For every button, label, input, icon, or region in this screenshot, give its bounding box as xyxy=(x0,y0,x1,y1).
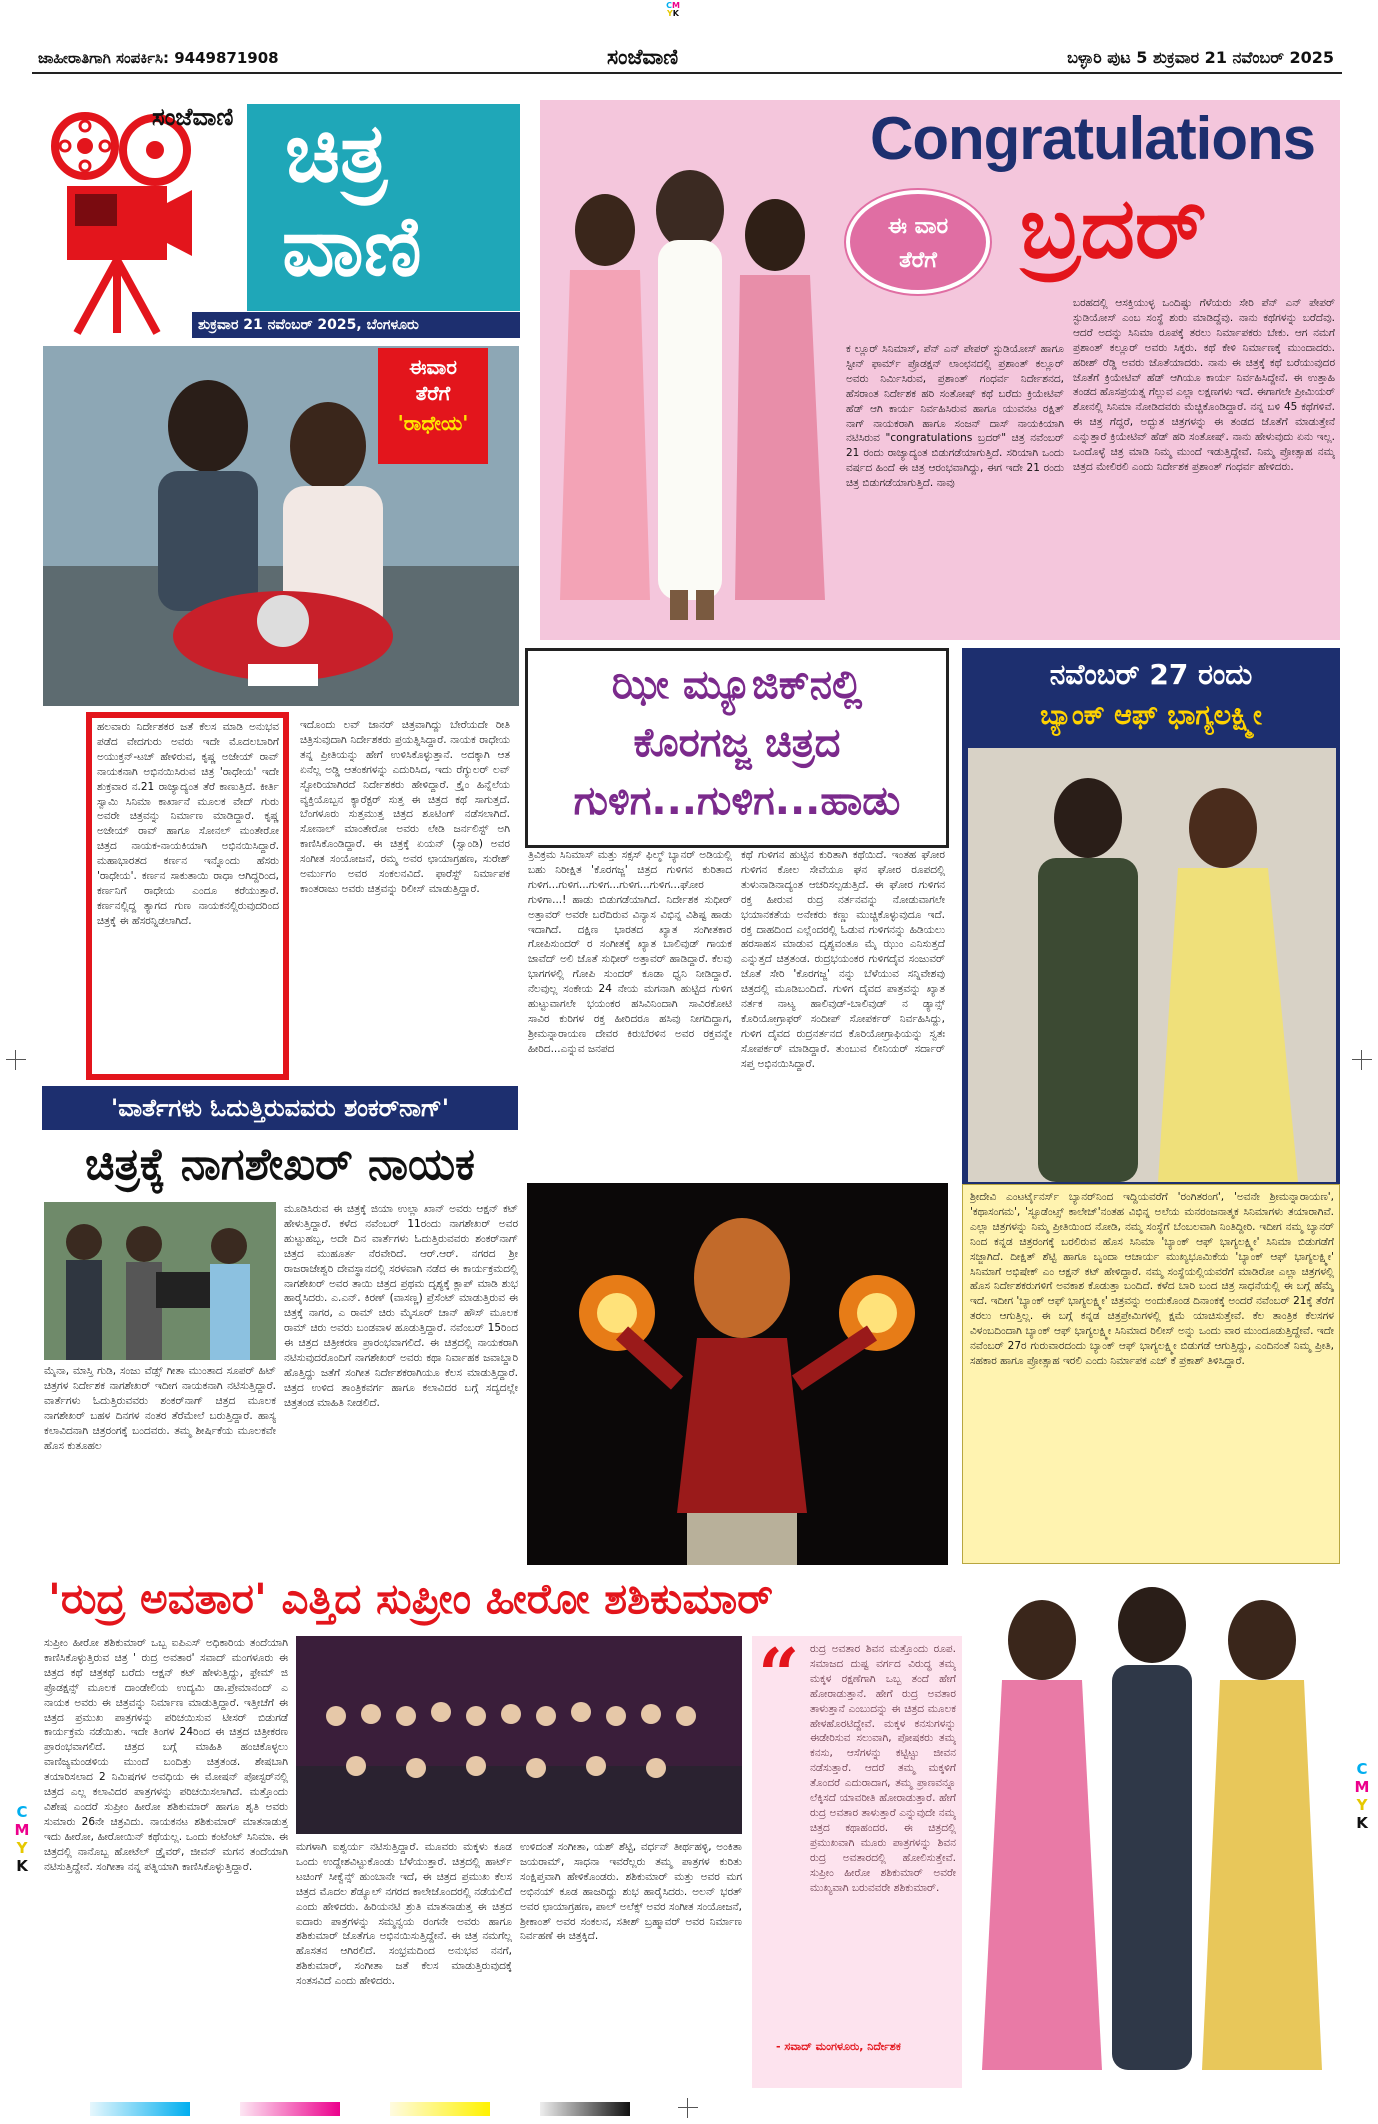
rudra-col3 xyxy=(520,1840,742,2088)
radheya-tag-line2: ತೆರೆಗೆ xyxy=(415,381,451,405)
left-cmyk-mark xyxy=(14,1803,30,1875)
bank-body xyxy=(970,1190,1334,1560)
rudra-quote-text: ರುದ್ರ ಅವತಾರ ಶಿವನ ಮತ್ತೊಂದು ರೂಪ. ಸಮಾಜದ ದುಷ್ಟ ವರ್ಗದ ವಿರುದ್ಧ ತಮ್ಮ ಮಕ್ಕಳ ರಕ್ಷಣೆಗಾಗಿ ಒಬ್ಬ ತಂದೆ ಹೇಗೆ ಹೋರಾಡುತ್ತಾನೆ. ಹೇಗೆ ರುದ್ರ ಅವತಾರ ತಾಳುತ್ತಾನೆ ಎಂಬುದನ್ನು ಈ ಚಿತ್ರದ ಮೂಲಕ ಹೇಳಹೊರಟಿದ್ದೇವೆ. ಮಕ್ಕಳ ಕನಸುಗಳನ್ನು ಈಡೇರಿಸುವ ಸಲುವಾಗಿ, ಪೋಷಕರು ತಮ್ಮ ಕನಸು, ಆಸೆಗಳನ್ನು ಕಟ್ಟಿಟ್ಟು ಜೀವನ ನಡೆಸುತ್ತಾರೆ. ಆದರೆ ತಮ್ಮ ಮಕ್ಕಳಿಗೆ ತೊಂದರೆ ಎದುರಾದಾಗ, ತಮ್ಮ ಪ್ರಾಣವನ್ನೂ ಲೆಕ್ಕಿಸದೆ ಯಾವರೀತಿ ಹೋರಾಡುತ್ತಾರೆ. ಹೇಗೆ ರುದ್ರ ಅವತಾರ ತಾಳುತ್ತಾರೆ ಎನ್ನುವುದೇ ನಮ್ಮ ಚಿತ್ರದ ಕಥಾಹಂದರ. ಈ ಚಿತ್ರದಲ್ಲಿ ಪ್ರಮುಖವಾಗಿ ಮೂರು ಪಾತ್ರಗಳನ್ನು ಶಿವನ ರುದ್ರ ಅವತಾರದಲ್ಲಿ ಹೋಲಿಸುತ್ತೇವೆ. ಸುಪ್ರೀಂ ಹೀರೋ ಶಶಿಕುಮಾರ್ ಅವರೇ ಮುಖ್ಯವಾಗಿ ಬರುವವರೇ ಶಶಿಕುಮಾರ್. xyxy=(810,1643,956,1894)
color-bar-magenta xyxy=(240,2102,340,2116)
ad-contact: ಜಾಹೀರಾತಿಗಾಗಿ ಸಂಪರ್ಕಿಸಿ: 9449871908 xyxy=(38,49,279,67)
radheya-col2-text: ಇದೊಂದು ಲವ್ ಜಾನರ್ ಚಿತ್ರವಾಗಿದ್ದು ಬೇರೆಯದೇ ರೀತಿ ಚಿತ್ರಿಸುವುದಾಗಿ ನಿರ್ದೇಶಕರು ಪ್ರಯತ್ನಿಸಿದ್ದಾರೆ. ನಾಯಕ ರಾಧೇಯ ತನ್ನ ಪ್ರೀತಿಯನ್ನು ಹೇಗೆ ಉಳಿಸಿಕೊಳ್ಳುತ್ತಾನೆ. ಅದಕ್ಕಾಗಿ ಆತ ಏನೆಲ್ಲ ಅಡ್ಡಿ ಆತಂಕಗಳನ್ನು ಎದುರಿಸಿದ, ಇದು ರೆಗ್ಯುಲರ್ ಲವ್ ಸ್ಟೋರಿಯಾಗಿರದೆ ನಿರ್ದೇಶಕರು ಹೇಳಿದ್ದಾರೆ. ಕ್ರೈಂ ಹಿನ್ನೆಲೆಯ ವ್ಯಕ್ತಿಯೊಬ್ಬನ ಕ್ಯಾರೆಕ್ಟರ್ ಸುತ್ತ ಈ ಚಿತ್ರದ ಕಥೆ ಸಾಗುತ್ತದೆ. ಬೆಂಗಳೂರು ಸುತ್ತಮುತ್ತ ಚಿತ್ರದ ಶೂಟಿಂಗ್ ನಡೆಸಲಾಗಿದೆ. ಸೋನಾಲ್ ಮಾಂತೇರೋ ಅವರು ಲೇಡಿ ಜರ್ನಲಿಸ್ಟ್ ಅಗಿ ಕಾಣಿಸಿಕೊಂಡಿದ್ದಾರೆ. ಈ ಚಿತ್ರಕ್ಕೆ ಏಯನ್ (ಸ್ವಾಂಡಿ) ಅವರ ಸಂಗೀತ ಸಂಯೋಜನೆ, ರಮ್ಮ ಅವರ ಛಾಯಾಗ್ರಹಣ, ಸುರೇಶ್ ಅರ್ಮುಗಂ ಅವರ ಸಂಕಲನವಿದೆ. ಫಾರೆಸ್ಟ್ ನಿರ್ಮಾಪಕ ಕಾಂತರಾಜು ಅವರು ಚಿತ್ರವನ್ನು ರಿಲೀಸ್ ಮಾಡುತ್ತಿದ್ದಾರೆ. xyxy=(300,719,510,895)
radheya-col2 xyxy=(300,718,510,1080)
section-title-line2: ವಾಣಿ xyxy=(282,200,422,295)
right-cmyk-y: Y xyxy=(1356,1796,1368,1814)
zee-headline-line3: ಗುಳಿಗ...ಗುಳಿಗ...ಹಾಡು xyxy=(573,778,901,824)
quote-mark-icon: “ xyxy=(758,1632,800,1717)
radheya-tag-line1: ಈವಾರ xyxy=(409,355,457,379)
zee-headline-line2: ಕೊರಗಜ್ಜ ಚಿತ್ರದ xyxy=(633,720,841,766)
rudra-col2 xyxy=(296,1840,512,2088)
right-cmyk-k: K xyxy=(1356,1814,1368,1832)
brother-col2 xyxy=(1073,296,1335,596)
radheya-tag xyxy=(378,348,488,464)
nagashekar-col2-text: ಮೂಡಿಸಿರುವ ಈ ಚಿತ್ರಕ್ಕೆ ಜಿಯಾ ಉಲ್ಲಾ ಖಾನ್ ಅವರು ಆಕ್ಷನ್ ಕಟ್ ಹೇಳುತ್ತಿದ್ದಾರೆ. ಕಳೆದ ನವೆಂಬರ್ 11ರಂದು ನಾಗಶೇಖರ್ ಅವರ ಹುಟ್ಟುಹಬ್ಬ, ಅದೇ ದಿನ ವಾರ್ತೆಗಳು ಓದುತ್ತಿರುವವರು ಶಂಕರ್‌ನಾಗ್ ಚಿತ್ರದ ಮುಹೂರ್ತ ನೆರವೇರಿದೆ. ಆರ್.ಆರ್. ನಗರದ ಶ್ರೀ ರಾಜರಾಜೇಶ್ವರಿ ದೇವಸ್ಥಾನದಲ್ಲಿ ಸರಳವಾಗಿ ನಡೆದ ಈ ಕಾರ್ಯಕ್ರಮದಲ್ಲಿ ನಾಗಶೇಖರ್ ಅವರ ತಾಯಿ ಚಿತ್ರದ ಪ್ರಥಮ ದೃಶ್ಯಕ್ಕೆ ಕ್ಲಾಪ್ ಮಾಡಿ ಶುಭ ಹಾರೈಸಿದರು. ಎ.ಎನ್. ಕಿರಣ್ (ವಾಸಣ್ಣ) ಪ್ರೆಸೆಂಟ್ ಮಾಡುತ್ತಿರುವ ಈ ಚಿತ್ರಕ್ಕೆ ನಾಗರ, ಎ ರಾಮ್ ಚಿರು ಮೈಸೂರ್ ಚಾನ್ ಹೌಸ್ ಮೂಲಕ ರಾಮ್ ಚಿರು ಅವರು ಬಂಡವಾಳ ಹೂಡುತ್ತಿದ್ದಾರೆ. ನವೆಂಬರ್ 15ರಿಂದ ಈ ಚಿತ್ರದ ಚಿತ್ರೀಕರಣ ಪ್ರಾರಂಭವಾಗಲಿದೆ. ಈ ಚಿತ್ರದಲ್ಲಿ ನಾಯಕರಾಗಿ ನಟಿಸುವುದರೊಂದಿಗೆ ನಾಗಶೇಖರ್ ಅವರು ಕಥಾ ನಿರ್ವಾಹಕ ಜವಾಬ್ದಾರಿ ಹೊತ್ತಿದ್ದು ಜತೆಗೆ ಸಂಗೀತ ನಿರ್ದೇಶಕರಾಗಿಯೂ ಕೆಲಸ ಮಾಡುತ್ತಿದ್ದಾರೆ. ಚಿತ್ರದ ಉಳಿದ ತಾಂತ್ರಿಕವರ್ಗ ಹಾಗೂ ಕಲಾವಿದರ ಬಗ್ಗೆ ಸದ್ಯದಲ್ಲೇ ಚಿತ್ರತಂಡ ಮಾಹಿತಿ ನೀಡಲಿದೆ. xyxy=(284,1203,518,1409)
zee-headline-line1: ಝೀ ಮ್ಯೂಜಿಕ್‌ನಲ್ಲಿ xyxy=(611,662,863,708)
rudra-col2-text: ಮಗಳಾಗಿ ಐಶ್ವರ್ಯ ನಟಿಸುತ್ತಿದ್ದಾರೆ. ಮೂವರು ಮಕ್ಕಳು ಕೂಡ ಒಂದು ಉದ್ದೇಶವಿಟ್ಟುಕೊಂಡು ಬೆಳೆಯುತ್ತಾರೆ. ಚಿತ್ರದಲ್ಲಿ ಹಾರ್ಟ್ ಟಚಿಂಗ್ ಸೀಕ್ವೆನ್ಸ್ ಹುಂಬಾನೇ ಇದೆ, ಈ ಚಿತ್ರದ ಪ್ರಮುಖ ಕೆಲಸ ಚಿತ್ರದ ಮೊದಲ ಶೆಡ್ಯೂಲ್ ನಗರದ ಕಾಲೇಜೊಂದರಲ್ಲಿ ನಡೆಯಲಿದೆ ಎಂದು ಹೇಳಿದರು. ಹಿರಿಯನಟಿ ಶ್ರುತಿ ಮಾತನಾಡುತ್ತ ಈ ಚಿತ್ರದ ಐದಾರು ಪಾತ್ರಗಳನ್ನು ಸಮ್ಮನ್ವಯ ರಂಗನೇ ಅವರು ಹಾಗೂ ಶಶಿಕುಮಾರ್ ಜೊತೆಗೂ ಅಭಿನಯಿಸುತ್ತಿದ್ದೇನೆ. ಈ ಚಿತ್ರ ನಮಗೆಲ್ಲ ಹೊಸತನ ಆಗಿರಲಿದೆ. ಸಂಭ್ರಮದಿಂದ ಅನುಭವ ನನಗೆ, ಶಶಿಕುಮಾರ್, ಸಂಗೀತಾ ಜತೆ ಕೆಲಸ ಮಾಡುತ್ತಿರುವುದಕ್ಕೆ ಸಂತಸವಿದೆ ಎಂದು ಹೇಳಿದರು. xyxy=(296,1841,512,1988)
brother-title: ಬ್ರದರ್ xyxy=(1020,178,1207,277)
rudra-col3-text: ಉಳಿದಂತೆ ಸಂಗೀತಾ, ಯಶ್ ಶೆಟ್ಟಿ, ವರ್ಧನ್ ತೀರ್ಥಹಳ್ಳಿ, ಅಂಕಿತಾ ಜಯರಾಮ್, ಸಾಧನಾ ಇವರೆಲ್ಲರು ತಮ್ಮ ಪಾತ್ರಗಳ ಕುರಿತು ಸಂಕ್ಷಿಪ್ತವಾಗಿ ಹೇಳಿಕೊಂಡರು. ಶಶಿಕುಮಾರ್ ಮತ್ತು ಅವರ ಮಗ ಅಭಿನಯ್ ಕೂಡ ಹಾಜರಿದ್ದು ಶುಭ ಹಾರೈಸಿದರು. ಅಲನ್ ಭರತ್ ಅವರ ಛಾಯಾಗ್ರಹಣ, ಪಾಲ್ ಅಲೆಕ್ಸ್ ಅವರ ಸಂಗೀತ ಸಂಯೋಜನೆ, ಶ್ರೀಕಾಂತ್ ಅವರ ಸಂಕಲನ, ಸತೀಶ್ ಬ್ರಹ್ಮಾವರ್ ಅವರ ನಿರ್ಮಾಣ ನಿರ್ವಹಣೆ ಈ ಚಿತ್ರಕ್ಕಿದೆ. xyxy=(520,1841,742,1943)
rudra-team-photo xyxy=(296,1636,742,1834)
badge-line1: ಈ ವಾರ xyxy=(887,214,949,239)
brother-col1-text: ಕ ಲ್ಲೂರ್ ಸಿನಿಮಾಸ್, ಪೆನ್ ಎನ್ ಪೇಪರ್ ಸ್ಟುಡಿಯೋಸ್ ಹಾಗೂ ಸ್ಟೀನ್ ಫಾರ್ಮ್ ಪ್ರೊಡಕ್ಷನ್ ಲಾಂಛನದಲ್ಲಿ ಪ್ರಶಾಂತ್ ಕಲ್ಲೂರ್ ಅವರು ನಿರ್ಮಿಸಿರುವ, ಪ್ರಶಾಂತ್ ಗಂಧರ್ವ ನಿರ್ದೇಶನದ, ಹೆಸರಾಂತ ನಿರ್ದೇಶಕ ಹರಿ ಸಂತೋಷ್ ಕಥೆ ಬರೆದು ಕ್ರಿಯೇಟಿವ್ ಹೆಡ್ ಆಗಿ ಕಾರ್ಯ ನಿರ್ವಹಿಸಿರುವ ಹಾಗೂ ಯುವನಟ ರಕ್ಷಿತ್ ನಾಗ್ ನಾಯಕರಾಗಿ ಹಾಗೂ ಸಂಜನ್ ದಾಸ್ ನಾಯಕಿಯಾಗಿ ನಟಿಸಿರುವ "congratulations ಬ್ರದರ್" ಚಿತ್ರ ನವೆಂಬರ್ 21 ರಂದು ರಾಜ್ಯಾದ್ಯಂತ ಬಿಡುಗಡೆಯಾಗುತ್ತಿದೆ. ಸರಿಯಾಗಿ ಒಂದು ವರ್ಷದ ಹಿಂದೆ ಈ ಚಿತ್ರ ಆರಂಭವಾಗಿದ್ದು, ಈಗ ಇದೇ 21 ರಂದು ಚಿತ್ರ ಬಿಡುಗಡೆಯಾಗುತ್ತಿದೆ. ನಾವು xyxy=(846,343,1064,490)
color-bar-yellow xyxy=(390,2102,490,2116)
bank-title: ಬ್ಯಾಂಕ್ ಆಫ್ ಭಾಗ್ಯಲಕ್ಷ್ಮೀ xyxy=(1040,700,1262,731)
cmyk-k: K xyxy=(672,9,679,18)
nagashekar-col1 xyxy=(44,1364,276,1564)
nagashekar-headline: ಚಿತ್ರಕ್ಕೆ ನಾಗಶೇಖರ್ ನಾಯಕ xyxy=(85,1139,475,1190)
badge-line2: ತೆರೆಗೆ xyxy=(899,248,937,273)
registration-mark-right xyxy=(1352,1050,1372,1070)
rudra-col1-text: ಸುಪ್ರೀಂ ಹೀರೋ ಶಶಿಕುಮಾರ್ ಒಬ್ಬ ಐಪಿಎಸ್ ಅಧಿಕಾರಿಯ ತಂದೆಯಾಗಿ ಕಾಣಿಸಿಕೊಳ್ಳುತ್ತಿರುವ ಚಿತ್ರ ' ರುದ್ರ ಅವತಾರ' ಸವಾದ್ ಮಂಗಳೂರು ಈ ಚಿತ್ರದ ಕಥೆ ಚಿತ್ರಕಥೆ ಬರೆದು ಆಕ್ಷನ್ ಕಟ್ ಹೇಳುತ್ತಿದ್ದು, ಫ್ರೇಮ್ ಜಿ ಪ್ರೊಡಕ್ಷನ್ಸ್ ಮೂಲಕ ದಾಂಡೇಲಿಯ ಉದ್ಯಮಿ ಡಾ.ಪ್ರೇಮಾನಂದ್ ಎ ನಾಯಕ ಅವರು ಈ ಚಿತ್ರವನ್ನು ನಿರ್ಮಾಣ ಮಾಡುತ್ತಿದ್ದಾರೆ. ಇತ್ತೀಚೆಗೆ ಈ ಚಿತ್ರದ ಪ್ರಮುಖ ಪಾತ್ರಗಳನ್ನು ಪರಿಚಯಿಸುವ ಟೀಸರ್ ಬಿಡುಗಡೆ ಕಾರ್ಯಕ್ರಮ ನಡೆಯಿತು. ಇದೇ ತಿಂಗಳ 24ರಿಂದ ಈ ಚಿತ್ರದ ಚಿತ್ರೀಕರಣ ಪ್ರಾರಂಭವಾಗಲಿದೆ. ಚಿತ್ರದ ಬಗ್ಗೆ ಮಾಹಿತಿ ಹಂಚಿಕೊಳ್ಳಲು ವಾಣಿಜ್ಯಮಂಡಳಿಯ ಮುಂದೆ ಬಂದಿತ್ತು ಚಿತ್ರತಂಡ. ಶೇಷಬಾಗಿ ತಯಾರಿಸಲಾದ 2 ನಿಮಿಷಗಳ ಅವಧಿಯ ಈ ಮೋಷನ್ ಪೋಸ್ಟರ್‌ನಲ್ಲಿ ಚಿತ್ರದ ಎಲ್ಲ ಕಲಾವಿದರ ಪಾತ್ರಗಳನ್ನು ಪರಿಚಯಿಸಲಾಗಿದೆ. ಮತ್ತೊಂದು ವಿಶೇಷ ಎಂದರೆ ಸುಪ್ರೀಂ ಹೀರೋ ಶಶಿಕುಮಾರ್ ಹಾಗೂ ಶೃತಿ ಅವರು ಸುಮಾರು 26ನೇ ಚಿತ್ರವಿದು. ನಾಯಕನಟ ಶಶಿಕುಮಾರ್ ಮಾತನಾಡುತ್ತ ಇದು ಹೀರೋ, ಹೀರೋಯಿನ್ ಕಥೆಯಲ್ಲ. ಒಂದು ಕಂಟೆಂಟ್ ಸಿನಿಮಾ. ಈ ಚಿತ್ರದಲ್ಲಿ ನಾನೊಬ್ಬ ಹೋಟೆಲ್ ಡ್ರೈವರ್, ಜೀವನ್ ಮಗನ ತಂದೆಯಾಗಿ ನಟಿಸುತ್ತಿದ್ದೇನೆ. ಸಂಗೀತಾ ನನ್ನ ಪತ್ನಿಯಾಗಿ ಕಾಣಿಸಿಕೊಳ್ಳುತ್ತಿದ್ದಾರೆ. xyxy=(44,1637,288,1873)
rudra-headline: 'ರುದ್ರ ಅವತಾರ' ಎತ್ತಿದ ಸುಪ್ರೀಂ ಹೀರೋ ಶಶಿಕುಮಾರ್ xyxy=(48,1574,774,1623)
edition-line: ಬಳ್ಳಾರಿ ಪುಟ 5 ಶುಕ್ರವಾರ 21 ನವೆಂಬರ್ 2025 xyxy=(1067,48,1334,67)
section-dateline-text: ಶುಕ್ರವಾರ 21 ನವೆಂಬರ್ 2025, ಬೆಂಗಳೂರು xyxy=(198,317,419,333)
radheya-col1-text: ಹಲವಾರು ನಿರ್ದೇಶಕರ ಜತೆ ಕೆಲಸ ಮಾಡಿ ಅನುಭವ ಪಡೆದ ವೇದಗುರು ಅವರು ಇದೇ ಮೊದಲಬಾರಿಗೆ ಅಯುಕ್ತನ್-ಟಚ್ ಹೇಳಿರುವ, ಕೃಷ್ಣ ಅಜೇಯ್ ರಾವ್ ನಾಯಕನಾಗಿ ಅಭಿನಯಿಸಿರುವ ಚಿತ್ರ 'ರಾಧೇಯ' ಇದೇ ಶುಕ್ರವಾರ ನ.21 ರಾಜ್ಯಾದ್ಯಂತ ತೆರೆ ಕಾಣುತ್ತಿದೆ. ಕೀರ್ತಿ ಸ್ವಾಮಿ ಸಿನಿಮಾ ಕಾರ್ಖಾನೆ ಮೂಲಕ ವೇದ್ ಗುರು ಅವರೇ ಚಿತ್ರವನ್ನು ನಿರ್ಮಾಣ ಮಾಡಿದ್ದಾರೆ. ಕೃಷ್ಣ ಅಜೇಯ್ ರಾವ್ ಹಾಗೂ ಸೋನಲ್ ಮಂತೇರೋ ಚಿತ್ರದ ನಾಯಕ-ನಾಯಕಿಯಾಗಿ ಅಭಿನಯಿಸಿದ್ದಾರೆ. ಮಹಾಭಾರತದ ಕರ್ಣನ ಇನ್ನೊಂದು ಹೆಸರು 'ರಾಧೇಯ'. ಕರ್ಣನ ಸಾಕುತಾಯಿ ರಾಧಾ ಆಗಿದ್ದರಿಂದ, ಕರ್ಣನಿಗೆ ರಾಧೇಯ ಎಂದೂ ಕರೆಯುತ್ತಾರೆ. ಕರ್ಣನಲ್ಲಿದ್ದ ತ್ಯಾಗದ ಗುಣ ನಾಯಕನಲ್ಲಿರುವುದರಿಂದ ಚಿತ್ರಕ್ಕೆ ಈ ಹೆಸರನ್ನಿಡಲಾಗಿದೆ. xyxy=(97,721,279,927)
zee-col2 xyxy=(741,848,945,1180)
rudra-quote xyxy=(810,1642,956,2022)
section-title-line1: ಚಿತ್ರ xyxy=(285,106,388,201)
rudra-cast-photo xyxy=(962,1570,1340,2088)
brother-col2-text: ಬರಹದಲ್ಲಿ ಆಸಕ್ತಿಯುಳ್ಳ ಒಂದಿಷ್ಟು ಗೆಳೆಯರು ಸೇರಿ ಪೆನ್ ಎನ್ ಪೇಪರ್ ಸ್ಟುಡಿಯೋಸ್ ಎಂಬ ಸಂಸ್ಥೆ ಶುರು ಮಾಡಿದ್ದೆವು. ನಾನು ಕಥೆಗಳನ್ನು ಬರೆದೆವು. ಆದರೆ ಅದನ್ನು ಸಿನಿಮಾ ರೂಪಕ್ಕೆ ತರಲು ನಿರ್ಮಾಪಕರು ಬೇಕು. ಆಗ ನಮಗೆ ಪ್ರಶಾಂತ್ ಕಲ್ಲೂರ್ ಅವರು ಸಿಕ್ಕರು. ಕಥೆ ಕೇಳಿ ನಿರ್ಮಾಣಕ್ಕೆ ಮುಂದಾದರು. ಹರೀಶ್ ರೆಡ್ಡಿ ಅವರು ಜೊತೆಯಾದರು. ನಾನು ಈ ಚಿತ್ರಕ್ಕೆ ಕಥೆ ಬರೆಯುವುದರ ಜೊತೆಗೆ ಕ್ರಿಯೇಟಿವ್ ಹೆಡ್ ಆಗಿಯೂ ಕಾರ್ಯ ನಿರ್ವಹಿಸಿದ್ದೇನೆ. ಈ ಉತ್ತಾಹಿ ತಂಡದ ಹೊಸಪ್ರಯತ್ನ ಗೆಲ್ಲುವ ಎಲ್ಲಾ ಲಕ್ಷಣಗಳು ಇದೆ. ಈಗಾಗಲೇ ಪ್ರೀಮಿಯರ್ ಶೋನಲ್ಲಿ ಸಿನಿಮಾ ನೋಡಿದವರು ಮೆಚ್ಚಿಕೊಂಡಿದ್ದಾರೆ. ನನ್ನ ಬಳಿ 45 ಕಥೆಗಳಿವೆ. ಈ ಚಿತ್ರ ಗೆದ್ದರೆ, ಅದ್ಭುತ ಚಿತ್ರಗಳನ್ನು ಈ ತಂಡದ ಜೊತೆಗೆ ಮಾಡುತ್ತೇನೆ ಎನ್ನುತ್ತಾರೆ ಕ್ರಿಯೇಟಿವ್ ಹೆಡ್ ಹರಿ ಸಂತೋಷ್. ನಾನು ಹೇಳುವುದು ಏನು ಇಲ್ಲ. ಒಂದೊಳ್ಳೆ ಚಿತ್ರ ಮಾಡಿ ನಿಮ್ಮ ಮುಂದೆ ಇಡುತ್ತಿದ್ದೇವೆ. ನಿಮ್ಮ ಪ್ರೋತ್ಸಾಹ ನಮ್ಮ ಚಿತ್ರದ ಮೇಲಿರಲಿ ಎಂದು ನಿರ್ದೇಶಕ ಪ್ರಶಾಂತ್ ಗಂಧರ್ವ ಹೇಳಿದರು. xyxy=(1073,297,1335,473)
film-camera-icon xyxy=(47,108,197,338)
right-cmyk-mark xyxy=(1354,1760,1370,1832)
section-banner xyxy=(37,100,520,340)
brother-col1 xyxy=(846,342,1064,638)
bank-date-line: ನವೆಂಬರ್ 27 ರಂದು xyxy=(1049,658,1253,691)
bank-body-text: ಶ್ರೀದೇವಿ ಎಂಟರ್ಟೈನರ್ಸ್ ಬ್ಯಾನರ್‌ನಿಂದ ಇದ್ದಿಯವರೆಗೆ 'ರಂಗಿತರಂಗ', 'ಅವನೇ ಶ್ರೀಮನ್ನಾರಾಯಣ', 'ಕಥಾಸಂಗಮ', 'ಸ್ಟೂಡೆಂಟ್ಸ್ ಕಾಲೇಜ್'ನಂತಹ ವಿಭಿನ್ನ ಅಲೆಯ ಮನರಂಜನಾತ್ಮಕ ಸಿನಿಮಾಗಳು ತಯಾರಾಗಿವೆ. ಎಲ್ಲಾ ಚಿತ್ರಗಳನ್ನು ನಿಮ್ಮ ಪ್ರೀತಿಯಿಂದ ನೋಡಿ, ನಮ್ಮ ಸಂಸ್ಥೆಗೆ ಬೆಂಬಲವಾಗಿ ನಿಂತಿದ್ದೀರಿ. ಇದೀಗ ನಮ್ಮ ಬ್ಯಾನರ್ ನಿಂದ ಕನ್ನಡ ಚಿತ್ರರಂಗಕ್ಕೆ ಬರಲಿರುವ ಹೊಸ ಸಿನಿಮಾ 'ಬ್ಯಾಂಕ್ ಆಫ್ ಭಾಗ್ಯಲಕ್ಷ್ಮೀ' ಸಿನಿಮಾ ಬಿಡುಗಡೆಗೆ ಸಜ್ಜಾಗಿದೆ. ದೀಕ್ಷಿತ್ ಶೆಟ್ಟಿ ಹಾಗೂ ಬೃಂದಾ ಆಚಾರ್ಯ ಮುಖ್ಯಭೂಮಿಕೆಯ 'ಬ್ಯಾಂಕ್ ಆಫ್ ಭಾಗ್ಯಲಕ್ಷ್ಮೀ' ಸಿನಿಮಾಗೆ ಅಭಿಷೇಕ್ ಎಂ ಆಕ್ಷನ್ ಕಟ್ ಹೇಳಿದ್ದಾರೆ. ನಮ್ಮ ಸಂಸ್ಥೆಯಲ್ಲಿಯವರೆಗೆ ಮಾಡಿರೋ ಎಲ್ಲಾ ಚಿತ್ರಗಳಲ್ಲಿ ಹೊಸ ನಿರ್ದೇಶಕರುಗಳಿಗೆ ಅವಕಾಶ ಕೊಡುತ್ತಾ ಬಂದಿದೆ. ಕಳೆದ ಬಾರಿ ಬಂದ ಚಿತ್ರ ಸಾಧನೆಯಲ್ಲಿ ಈ ಬಗ್ಗೆ ಹೆಮ್ಮೆ ಇದೆ. ಇದೀಗ 'ಬ್ಯಾಂಕ್ ಆಫ್ ಭಾಗ್ಯಲಕ್ಷ್ಮೀ' ಚಿತ್ರವನ್ನು ಅಂದುಕೊಂಡ ದಿನಾಂಕಕ್ಕೆ ಅಂದರೆ ನವೆಂಬರ್ 21ಕ್ಕೆ ತೆರೆಗೆ ತರಲು ಆಗುತ್ತಿಲ್ಲ. ಈ ಬಗ್ಗೆ ಕನ್ನಡ ಚಿತ್ರಪ್ರೇಮಿಗಳಲ್ಲಿ ಕ್ಷಮೆ ಯಾಚಿಸುತ್ತೇವೆ. ಕೆಲ ತಾಂತ್ರಿಕ ಕೆಲಸಗಳ ವಿಳಂಬದಿಂದಾಗಿ ಬ್ಯಾಂಕ್ ಆಫ್ ಭಾಗ್ಯಲಕ್ಷ್ಮೀ ಸಿನಿಮಾದ ರಿಲೀಸ್ ಅನ್ನು ಒಂದು ವಾರ ಮುಂದೂಡುತ್ತಿದ್ದೇವೆ. ಇದೇ ನವೆಂಬರ್ 27ರ ಗುರುವಾರದಂದು ಬ್ಯಾಂಕ್ ಆಫ್ ಭಾಗ್ಯಲಕ್ಷ್ಮೀ ಬಿಡುಗಡೆ ಆಗುತ್ತಿದ್ದು, ಎಂದಿನಂತೆ ನಿಮ್ಮ ಪ್ರೀತಿ, ಸಹಕಾರ ಹಾಗೂ ಪ್ರೋತ್ಸಾಹ ಇರಲಿ ಎಂದು ನಿರ್ಮಾಪಕ ಎಚ್ ಕೆ ಪ್ರಕಾಶ್ ತಿಳಿಸಿದ್ದಾರೆ. xyxy=(970,1191,1334,1367)
nagashekar-kicker-text: 'ವಾರ್ತೆಗಳು ಓದುತ್ತಿರುವವರು ಶಂಕರ್‌ನಾಗ್' xyxy=(110,1094,450,1122)
section-dateline xyxy=(192,312,520,338)
radheya-col1 xyxy=(97,720,279,1072)
section-brand: ಸಂಜೆವಾಣಿ xyxy=(152,102,234,131)
page-header xyxy=(32,44,1342,74)
nagashekar-col2 xyxy=(284,1202,518,1564)
left-cmyk-y: Y xyxy=(16,1839,28,1857)
cmyk-m: M xyxy=(671,1,680,10)
radheya-tag-title: 'ರಾಧೇಯ' xyxy=(397,411,469,435)
right-cmyk-m: M xyxy=(1354,1778,1370,1796)
cmyk-c: C xyxy=(666,1,672,10)
top-cmyk-mark xyxy=(663,2,683,26)
rudra-quote-attribution: - ಸವಾದ್ ಮಂಗಳೂರು, ನಿರ್ದೇಶಕ xyxy=(776,2040,901,2053)
left-cmyk-k: K xyxy=(16,1857,28,1875)
right-cmyk-c: C xyxy=(1356,1760,1368,1778)
this-week-badge xyxy=(846,190,990,294)
color-bar-black xyxy=(540,2102,630,2116)
rudra-col1 xyxy=(44,1636,288,2088)
registration-mark-left xyxy=(6,1050,26,1070)
bank-cast-photo xyxy=(968,748,1336,1182)
left-cmyk-m: M xyxy=(14,1821,30,1839)
masthead-logo: ಸಂಜೆವಾಣಿ xyxy=(607,44,679,69)
zee-col2-text: ಕಥೆ ಗುಳಿಗನ ಹುಟ್ಟಿನ ಕುರಿತಾಗಿ ಕಥೆಯಿದೆ. ಇಂತಹ ಘೋರ ಗುಳಿಗನ ಕೋಲ ಸೇವೆಯೂ ಘನ ಘೋರ ರೂಪದಲ್ಲಿ ತುಳುನಾಡಿನಾದ್ಯಂತ ಆಚರಿಸಲ್ಪಡುತ್ತಿದೆ. ಈ ಘೋರ ಗುಳಿಗನ ರಕ್ತ ಹೀರುವ ರುದ್ರ ನರ್ತನವನ್ನು ನೋಡುವಾಗಲೇ ಭಯಾನಕತೆಯ ಅನೇಕರು ಕಣ್ಣು ಮುಚ್ಚಿಕೊಳ್ಳುವುದೂ ಇದೆ. ರಕ್ತ ದಾಹದಿಂದ ಎಲ್ಲೆಂದರಲ್ಲಿ ಓಡುವ ಗುಳಿಗನನ್ನು ಹಿಡಿಯಲು ಹರಸಾಹಸ ಮಾಡುವ ದೃಶ್ಯವಂತೂ ಮೈ ಝುಂ ಎನಿಸುತ್ತದೆ ಎನ್ನುತ್ತದೆ ಚಿತ್ರತಂಡ. ರುದ್ರಭಯಂಕರ ಗುಳಿಗದೈವ ಸಂಜುವರ್ ಜೊತೆ ಸೇರಿ 'ಕೊರಗಜ್ಜ' ನನ್ನು ಬೆಳೆಯುವ ಸನ್ನಿವೇಶವು ಚಿತ್ರದಲ್ಲಿ ಮೂಡಿಬಂದಿದೆ. ಗುಳಿಗ ದೈವದ ಪಾತ್ರವನ್ನು ಖ್ಯಾತ ನರ್ತಕ ನಾಟ್ಯ ಹಾಲಿವುಡ್-ಬಾಲಿವುಡ್ ನ ಡ್ಯಾನ್ಸ್ ಕೊರಿಯೋಗ್ರಾಫರ್ ಸಂದೀಪ್ ಸೋಪರ್ಕರ್ ನಿರ್ವಹಿಸಿದ್ದು, ಗುಳಿಗ ದೈವದ ರುದ್ರನರ್ತನದ ಕೊರಿಯೋಗ್ರಾಫಿಯನ್ನು ಸ್ವತಃ ಸೋಪರ್ಕರ್ ಮಾಡಿದ್ದಾರೆ. ತುಂಬುವ ಲೀನಿಯರ್ ಸರ್ದಾರ್ ಸಪ್ತ ಅಭಿನಯಿಸಿದ್ದಾರೆ. xyxy=(741,849,945,1070)
left-cmyk-c: C xyxy=(16,1803,28,1821)
color-bar-cyan xyxy=(90,2102,190,2116)
nagashekar-col1-text: ಮೈನಾ, ಮಾಸ್ತಿ ಗುಡಿ, ಸಂಜು ವೆಡ್ಸ್ ಗೀತಾ ಮುಂತಾದ ಸೂಪರ್ ಹಿಟ್ ಚಿತ್ರಗಳ ನಿರ್ದೇಶಕ ನಾಗಶೇಖರ್ ಇದೀಗ ನಾಯಕನಾಗಿ ನಟಿಸುತ್ತಿದ್ದಾರೆ. ವಾರ್ತೆಗಳು ಓದುತ್ತಿರುವವರು ಶಂಕರ್‌ನಾಗ್ ಚಿತ್ರದ ಮೂಲಕ ನಾಗಶೇಖರ್ ಬಹಳ ದಿನಗಳ ನಂತರ ತೆರೆಮೇಲೆ ಬರುತ್ತಿದ್ದಾರೆ. ಹಾಸ್ಯ ಕಲಾವಿದನಾಗಿ ಚಿತ್ರರಂಗಕ್ಕೆ ಬಂದವರು. ತಮ್ಮ ಶೀರ್ಷಿಕೆಯ ಮೂಲಕವೇ ಹೊಸ ಕುತೂಹಲ xyxy=(44,1365,276,1452)
congrats-title: Congratulations xyxy=(870,105,1315,172)
cmyk-y: Y xyxy=(667,9,673,18)
nagashekar-photo xyxy=(44,1202,276,1360)
guliga-photo xyxy=(527,1183,948,1565)
registration-mark-bottom xyxy=(678,2098,698,2118)
zee-col1 xyxy=(528,848,732,1180)
zee-col1-text: ತ್ರಿವಿಕ್ರಮ ಸಿನಿಮಾಸ್ ಮತ್ತು ಸಕ್ಸಸ್ ಫಿಲ್ಮ್ ಬ್ಯಾನರ್ ಅಡಿಯಲ್ಲಿ ಬಹು ನಿರೀಕ್ಷಿತ 'ಕೊರಗಜ್ಜ' ಚಿತ್ರದ ಗುಳಿಗನ ಕುರಿತಾದ ಗುಳಿಗ...ಗುಳಿಗ...ಗುಳಿಗ...ಗುಳಿಗ...ಗುಳಿಗ...ಘೋರ ಗುಳಿಗಾ...! ಹಾಡು ಬಿಡುಗಡೆಯಾಗಿದೆ. ನಿರ್ದೇಶಕ ಸುಧೀರ್ ಅತ್ತಾವರ್ ಅವರೇ ಬರೆದಿರುವ ವಿನ್ಯಾಸ ವಿಭಿನ್ನ ವಿಶಿಷ್ಟ ಹಾಡು ಇದಾಗಿದೆ. ದಕ್ಷಿಣ ಭಾರತದ ಖ್ಯಾತ ಸಂಗೀತಕಾರ ಗೋಪಿಸುಂದರ್ ರ ಸಂಗೀತಕ್ಕೆ ಖ್ಯಾತ ಬಾಲಿವುಡ್ ಗಾಯಕ ಜಾವೆದ್ ಅಲಿ ಜೊತೆ ಸುಧೀರ್ ಅತ್ತಾವರ್ ಹಾಡಿದ್ದಾರೆ. ಕೆಲವು ಭಾಗಗಳಲ್ಲಿ ಗೋಪಿ ಸುಂದರ್ ಕೂಡಾ ಧ್ವನಿ ನೀಡಿದ್ದಾರೆ. ನೆಲವುಲ್ಲ ಸಂಕೇಯ 24 ನೇಯ ಮಗನಾಗಿ ಹುಟ್ಟಿದ ಗುಳಿಗ ಹುಟ್ಟುವಾಗಲೇ ಭಯಂಕರ ಹಸಿವಿನಿಂದಾಗಿ ಸಾವಿರಕೋಟಿ ಸಾವಿರ ಕುರಿಗಳ ರಕ್ತ ಹೀರಿದರೂ ಹಸಿವು ನೀಗದಿದ್ದಾಗ, ಶ್ರೀಮನ್ನಾರಾಯಣ ದೇವರ ಕಿರುಬೆರಳಿನ ಅವರ ರಕ್ತವನ್ನೇ ಹೀರಿದ...ಎನ್ನುವ ಜನಪದ xyxy=(528,849,732,1055)
brother-cast-photo xyxy=(540,120,840,640)
